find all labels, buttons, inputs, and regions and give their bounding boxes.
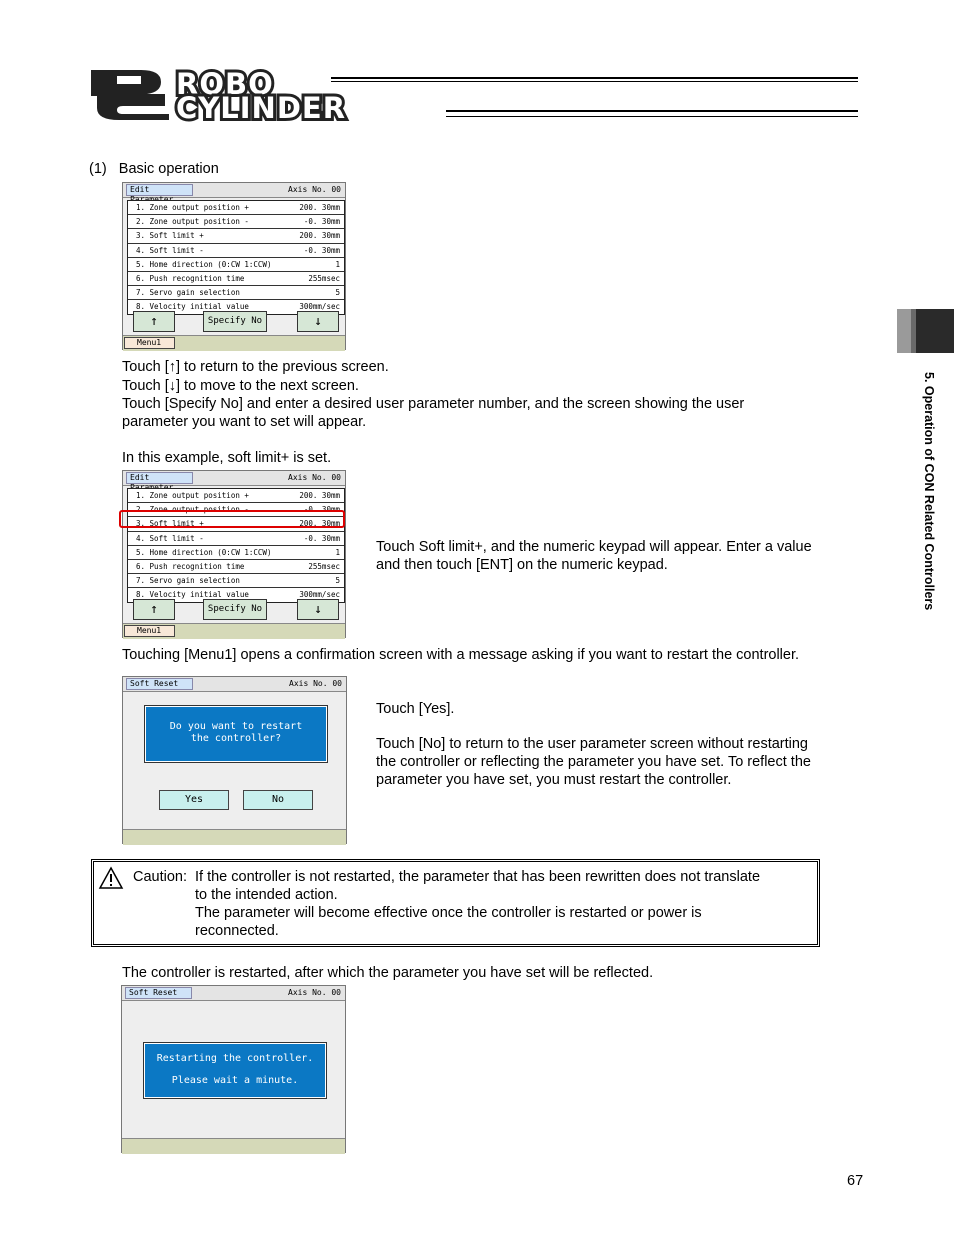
param-row-3-soft-limit-plus[interactable]: 3. Soft limit + 200. 30mm — [128, 517, 344, 531]
caution-label: Caution: — [133, 869, 188, 885]
side-tab-light — [897, 309, 911, 353]
specify-no-button[interactable]: Specify No — [203, 311, 267, 332]
param-row-7[interactable]: 7. Servo gain selection 5 — [128, 286, 344, 300]
param-row-2[interactable]: 2. Zone output position - -0. 30mm — [128, 215, 344, 229]
screen-titlebar — [123, 677, 346, 692]
instruction-specify: Touch [Specify No] and enter a desired user parameter number, and the screen showing the user — [122, 396, 745, 412]
down-arrow-button[interactable]: ↓ — [297, 311, 339, 332]
screen-title: Edit — [126, 184, 193, 196]
param-row-8[interactable]: 8. Velocity initial value 300mm/sec — [136, 590, 340, 600]
restarting-message-line1: Restarting the controller. — [156, 1053, 314, 1064]
up-arrow-button[interactable]: ↑ — [133, 599, 175, 620]
footer-bar — [122, 1138, 345, 1154]
edit-parameter-screen — [122, 182, 346, 350]
param-row-5[interactable]: 5. Home direction (0:CW 1:CCW) 1 — [128, 258, 344, 272]
axis-number: Axis No. 00 — [288, 473, 341, 482]
warning-triangle-icon — [98, 866, 124, 890]
specify-no-button[interactable]: Specify No — [203, 599, 267, 620]
soft-reset-restarting-screen — [121, 985, 346, 1153]
caution-line4: reconnected. — [195, 923, 279, 939]
caution-box — [93, 861, 818, 945]
instruction-specify-cont: parameter you want to set will appear. — [122, 414, 367, 430]
menu1-note: Touching [Menu1] opens a confirmation screen with a message asking if you want to restart the controller. — [122, 647, 800, 663]
axis-number: Axis No. 00 — [289, 679, 342, 688]
soft-reset-confirm-screen — [122, 676, 347, 844]
param-row-1[interactable]: 1. Zone output position + 200. 30mm — [128, 489, 344, 503]
param-row-1[interactable]: 1. Zone output position + 200. 30mm — [128, 201, 344, 215]
param-row-8[interactable]: 8. Velocity initial value 300mm/sec — [136, 302, 340, 312]
touch-no-note-line3: parameter you have set, you must restart the controller. — [376, 772, 732, 788]
restart-question-dialog — [145, 706, 327, 762]
section-title: (1) Basic operation — [89, 161, 219, 177]
keypad-note-line1: Touch Soft limit+, and the numeric keypad will appear. Enter a value — [376, 539, 812, 555]
example-note: In this example, soft limit+ is set. — [122, 450, 332, 466]
screen-titlebar — [123, 183, 345, 198]
param-row-3[interactable]: 3. Soft limit + 200. 30mm — [128, 229, 344, 243]
touch-no-note-line1: Touch [No] to return to the user parameter screen without restarting — [376, 736, 808, 752]
no-button[interactable]: No — [243, 790, 313, 810]
page-number: 67 — [847, 1173, 864, 1189]
restarting-dialog — [144, 1043, 326, 1098]
logo-text-robo: ROBO — [176, 67, 274, 101]
caution-line3: The parameter will become effective once the controller is restarted or power is — [195, 905, 702, 921]
footer-bar — [123, 623, 345, 639]
param-row-2[interactable]: 2. Zone output position - -0. 30mm — [128, 503, 344, 517]
highlight-soft-limit-plus — [119, 510, 345, 528]
restarting-message-line2: Please wait a minute. — [171, 1075, 299, 1086]
yes-button[interactable]: Yes — [159, 790, 229, 810]
caution-line1: If the controller is not restarted, the parameter that has been rewritten does not translate — [195, 869, 761, 885]
param-row-4[interactable]: 4. Soft limit - -0. 30mm — [128, 532, 344, 546]
keypad-note-line2: and then touch [ENT] on the numeric keypad. — [376, 557, 668, 573]
restart-note: The controller is restarted, after which the parameter you have set will be reflected. — [122, 965, 654, 981]
param-row-4[interactable]: 4. Soft limit - -0. 30mm — [128, 244, 344, 258]
header-rule-top-thin — [331, 81, 858, 82]
parameter-list — [127, 488, 345, 603]
parameter-list — [127, 200, 345, 315]
dialog-message-line1: Do you want to restart — [169, 721, 303, 732]
header-rule-bottom — [446, 110, 858, 112]
axis-number: Axis No. 00 — [288, 988, 341, 997]
instruction-down: Touch [↓] to move to the next screen. — [122, 378, 359, 394]
instruction-up: Touch [↑] to return to the previous screen. — [122, 359, 389, 375]
side-chapter-label: 5. Operation of CON Related Controllers — [922, 372, 936, 611]
screen-title: Soft Reset — [125, 987, 192, 999]
touch-yes-note: Touch [Yes]. — [376, 701, 455, 717]
edit-parameter-screen-example — [122, 470, 346, 638]
param-row-5[interactable]: 5. Home direction (0:CW 1:CCW) 1 — [128, 546, 344, 560]
down-arrow-button[interactable]: ↓ — [297, 599, 339, 620]
screen-title: Edit — [126, 472, 193, 484]
param-row-7[interactable]: 7. Servo gain selection 5 — [128, 574, 344, 588]
param-row-6[interactable]: 6. Push recognition time 255msec — [128, 272, 344, 286]
header-rule-top — [331, 77, 858, 79]
footer-bar — [123, 829, 346, 845]
screen-title: Soft Reset — [126, 678, 193, 690]
param-row-6[interactable]: 6. Push recognition time 255msec — [128, 560, 344, 574]
up-arrow-button[interactable]: ↑ — [133, 311, 175, 332]
header-rule-bottom-thin — [446, 116, 858, 117]
footer-bar — [123, 335, 345, 351]
touch-no-note-line2: the controller or reflecting the parameter you have set. To reflect the — [376, 754, 811, 770]
screen-titlebar — [123, 471, 345, 486]
screen-titlebar — [122, 986, 345, 1001]
caution-line2: to the intended action. — [195, 887, 338, 903]
logo-text-cylinder: CYLINDER — [176, 91, 347, 125]
menu1-button[interactable]: Menu1 — [124, 337, 175, 349]
robo-cylinder-logo-mark — [89, 68, 171, 122]
side-tab-dark — [916, 309, 954, 353]
menu1-button[interactable]: Menu1 — [124, 625, 175, 637]
dialog-message-line2: the controller? — [190, 733, 282, 744]
axis-number: Axis No. 00 — [288, 185, 341, 194]
